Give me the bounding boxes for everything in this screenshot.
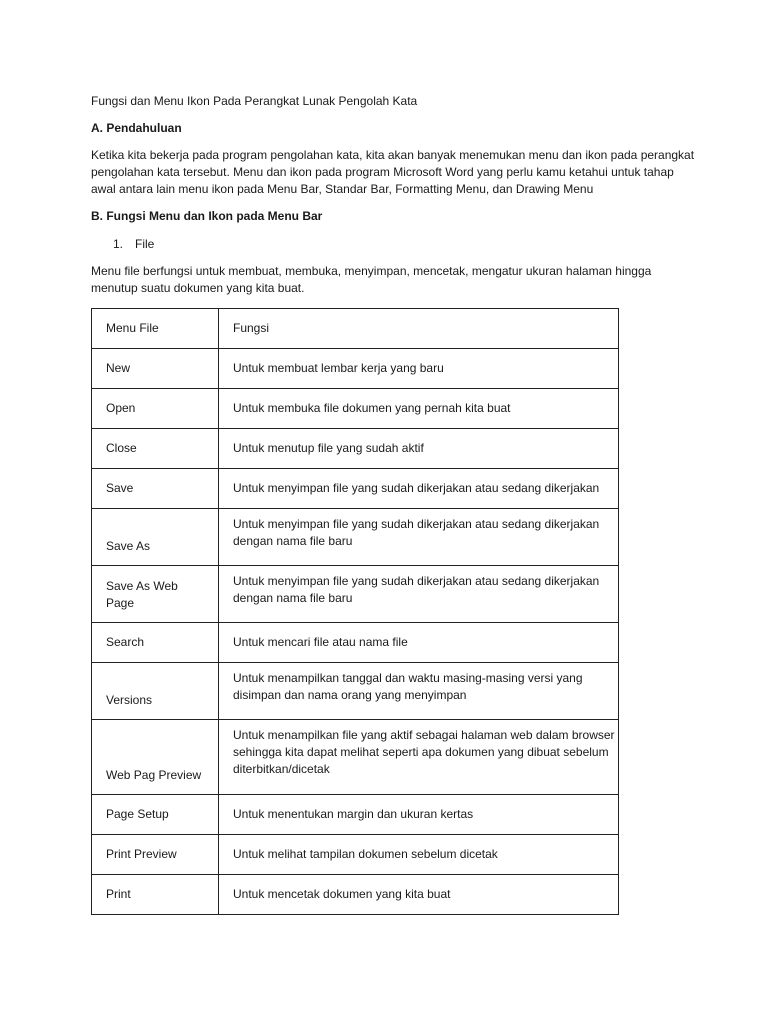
header-func-cell: Fungsi <box>219 309 619 349</box>
file-description <box>91 263 661 297</box>
intro-line: pengolahan kata tersebut. Menu dan ikon pada program Microsoft Word yang perlu kamu ketahui untuk tahap <box>91 165 674 179</box>
list-number: 1. <box>113 237 124 251</box>
func-cell: Untuk menyimpan file yang sudah dikerjakan atau sedang dikerjakan dengan nama file baru <box>219 509 619 566</box>
table-header-row <box>92 309 619 349</box>
file-desc-line: Menu file berfungsi untuk membuat, membuka, menyimpan, mencetak, mengatur ukuran halaman hingga <box>91 264 652 278</box>
file-desc-line: menutup suatu dokumen yang kita buat. <box>91 281 305 295</box>
menu-cell: Web Pag Preview <box>92 720 219 795</box>
section-a-heading: A. Pendahuluan <box>91 121 182 135</box>
menu-cell: Page Setup <box>92 795 219 835</box>
intro-line: awal antara lain menu ikon pada Menu Bar, Standar Bar, Formatting Menu, dan Drawing Menu <box>91 182 594 196</box>
func-cell: Untuk membuat lembar kerja yang baru <box>219 349 619 389</box>
menu-cell: Save <box>92 469 219 509</box>
menu-cell: Save As <box>92 509 219 566</box>
menu-cell: Print Preview <box>92 835 219 875</box>
func-cell: Untuk membuka file dokumen yang pernah kita buat <box>219 389 619 429</box>
menu-cell: Close <box>92 429 219 469</box>
table-row <box>92 835 619 875</box>
func-cell: Untuk menutup file yang sudah aktif <box>219 429 619 469</box>
menu-cell: New <box>92 349 219 389</box>
func-cell: Untuk mencetak dokumen yang kita buat <box>219 875 619 915</box>
section-b-heading: B. Fungsi Menu dan Ikon pada Menu Bar <box>91 209 323 223</box>
table-row <box>92 349 619 389</box>
intro-line: Ketika kita bekerja pada program pengolahan kata, kita akan banyak menemukan menu dan ikon pada perangkat <box>91 148 695 162</box>
func-cell: Untuk menampilkan file yang aktif sebagai halaman web dalam browser sehingga kita dapat melihat seperti apa dokumen yang dibuat sebelum diterbitkan/dicetak <box>219 720 619 795</box>
func-cell: Untuk menyimpan file yang sudah dikerjakan atau sedang dikerjakan <box>219 469 619 509</box>
list-label: File <box>135 237 155 251</box>
table-row <box>92 566 619 623</box>
table-row <box>92 623 619 663</box>
table-row <box>92 720 619 795</box>
table-row <box>92 469 619 509</box>
func-cell: Untuk mencari file atau nama file <box>219 623 619 663</box>
menu-cell: Print <box>92 875 219 915</box>
table-row <box>92 795 619 835</box>
func-cell: Untuk menampilkan tanggal dan waktu masing-masing versi yang disimpan dan nama orang yang menyimpan <box>219 663 619 720</box>
table-row <box>92 875 619 915</box>
intro-paragraph <box>91 147 695 198</box>
table-row <box>92 429 619 469</box>
table-row <box>92 509 619 566</box>
menu-file-table <box>91 308 619 915</box>
header-menu-cell: Menu File <box>92 309 219 349</box>
menu-cell: Search <box>92 623 219 663</box>
func-cell: Untuk melihat tampilan dokumen sebelum dicetak <box>219 835 619 875</box>
table-row <box>92 663 619 720</box>
table-row <box>92 389 619 429</box>
menu-cell: Open <box>92 389 219 429</box>
list-item-file <box>113 236 154 253</box>
menu-cell: Save As Web Page <box>92 566 219 623</box>
func-cell: Untuk menyimpan file yang sudah dikerjakan atau sedang dikerjakan dengan nama file baru <box>219 566 619 623</box>
func-cell: Untuk menentukan margin dan ukuran kertas <box>219 795 619 835</box>
menu-cell: Versions <box>92 663 219 720</box>
document-title: Fungsi dan Menu Ikon Pada Perangkat Lunak Pengolah Kata <box>91 94 418 108</box>
